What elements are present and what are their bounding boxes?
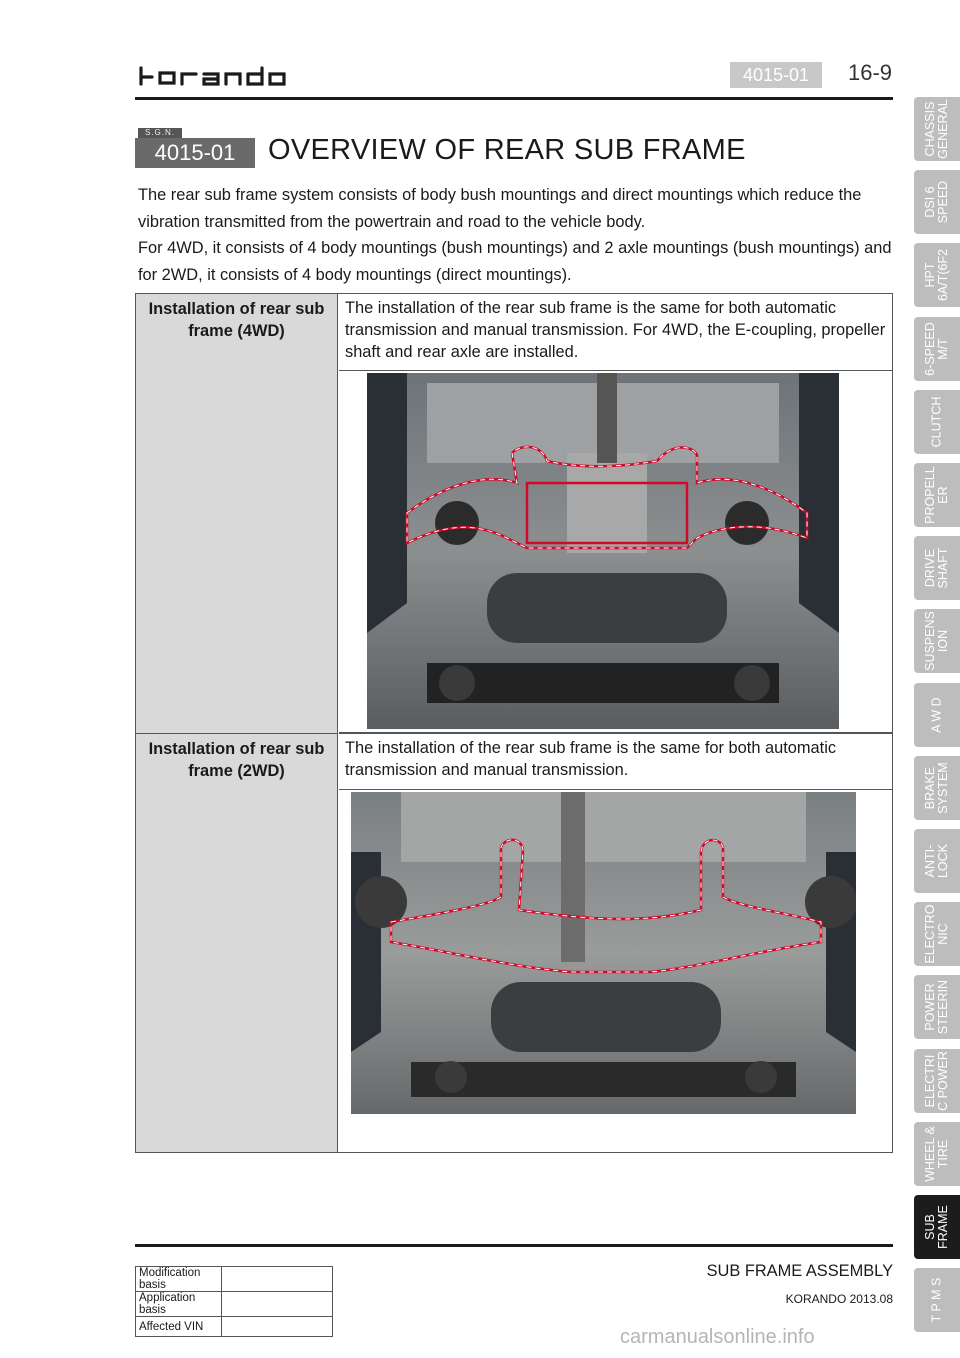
table-row-4wd <box>136 294 892 733</box>
side-tab[interactable] <box>914 536 960 600</box>
side-tab[interactable] <box>914 1195 960 1259</box>
row-text-4wd: The installation of the rear sub frame is the same for both automatic transmission and manual transmission. For 4WD, the E-coupling, propeller shaft and rear axle are installed. <box>339 294 892 371</box>
side-tab[interactable] <box>914 975 960 1039</box>
revision-key: Affected VIN <box>136 1317 222 1337</box>
intro-line: for 2WD, it consists of 4 body mountings (direct mountings). <box>138 265 572 284</box>
brand-logo <box>138 64 318 88</box>
side-tab-label: POWER STEERIN <box>923 979 950 1035</box>
intro-line: For 4WD, it consists of 4 body mountings (bush mountings) and 2 axle mountings (bush mountings) and <box>138 239 892 257</box>
side-tab-label: CHASSIS GENERAL <box>923 99 950 159</box>
page-number: 16-9 <box>848 60 893 85</box>
table-row-2wd <box>136 733 892 1152</box>
revision-row <box>136 1317 333 1337</box>
side-tab-label: DRIVE SHAFT <box>923 547 950 589</box>
side-tab[interactable] <box>914 1122 960 1186</box>
section-code-badge: 4015-01 <box>730 62 822 88</box>
side-tab[interactable] <box>914 317 960 381</box>
content-table <box>135 293 893 1153</box>
side-tab[interactable] <box>914 1049 960 1113</box>
revision-key: Application basis <box>136 1292 222 1317</box>
side-tab-label: CLUTCH <box>929 396 944 448</box>
side-tab[interactable] <box>914 902 960 966</box>
side-tab[interactable] <box>914 683 960 747</box>
side-tab[interactable] <box>914 243 960 307</box>
header-rule <box>135 97 893 100</box>
side-tab-label: BRAKE SYSTEM <box>923 762 950 814</box>
watermark: carmanualsonline.info <box>620 1326 815 1348</box>
revision-value <box>222 1317 333 1337</box>
revision-key: Modification basis <box>136 1267 222 1292</box>
side-tab-label: T P M S <box>929 1277 944 1323</box>
photo-cell-2wd <box>339 790 892 1152</box>
intro-line: The rear sub frame system consists of body bush mountings and direct mountings which reduce the <box>138 186 862 204</box>
side-tab[interactable] <box>914 97 960 161</box>
side-tab-label: 6-SPEED M/T <box>923 322 950 376</box>
side-tab-label: ELECTRO NIC <box>923 904 950 964</box>
revision-value <box>222 1267 333 1292</box>
side-tab-label: SUB FRAME <box>923 1205 950 1249</box>
side-tab[interactable] <box>914 756 960 820</box>
revision-row <box>136 1292 333 1317</box>
row-label-2wd: Installation of rear sub frame (2WD) <box>136 733 338 1152</box>
row-text-2wd: The installation of the rear sub frame is the same for both automatic transmission and manual transmission. <box>339 733 892 790</box>
side-tab-label: ANTI- LOCK <box>923 843 950 879</box>
footer-subtitle: KORANDO 2013.08 <box>785 1292 893 1306</box>
side-tab[interactable] <box>914 829 960 893</box>
rear-subframe-4wd-photo <box>367 373 839 729</box>
side-tab[interactable] <box>914 463 960 527</box>
title-code-badge: 4015-01 <box>135 138 255 168</box>
rear-subframe-2wd-photo <box>351 792 856 1114</box>
side-tab-label: WHEEL & TIRE <box>923 1126 950 1182</box>
sgn-tag: S.G.N. <box>138 128 182 138</box>
row-label-4wd: Installation of rear sub frame (4WD) <box>136 294 338 733</box>
page-title: OVERVIEW OF REAR SUB FRAME <box>268 134 746 166</box>
intro-paragraph <box>138 182 898 288</box>
side-tab-label: PROPELL ER <box>923 466 950 524</box>
side-tab[interactable] <box>914 390 960 454</box>
revision-table <box>135 1266 333 1337</box>
footer-rule <box>135 1244 893 1247</box>
intro-line: vibration transmitted from the powertrain and road to the vehicle body. <box>138 212 646 231</box>
side-tab-label: A W D <box>929 697 944 733</box>
side-tab-label: SUSPENS ION <box>923 611 950 671</box>
side-tab[interactable] <box>914 1268 960 1332</box>
revision-value <box>222 1292 333 1317</box>
side-tab[interactable] <box>914 170 960 234</box>
photo-cell-4wd <box>339 371 892 733</box>
side-tab-label: HPT 6A/T(6F2 <box>923 248 950 302</box>
footer-title: SUB FRAME ASSEMBLY <box>706 1262 893 1280</box>
side-tab[interactable] <box>914 609 960 673</box>
side-tab-label: DSI 6 SPEED <box>923 180 950 224</box>
revision-row <box>136 1267 333 1292</box>
side-tab-label: ELECTRI C POWER <box>923 1051 950 1111</box>
